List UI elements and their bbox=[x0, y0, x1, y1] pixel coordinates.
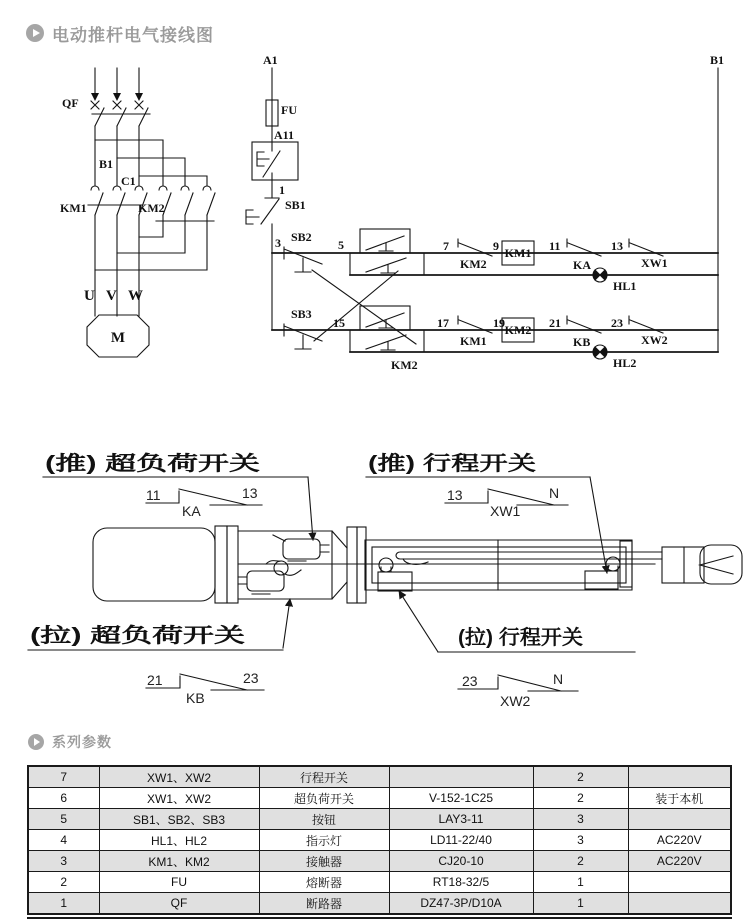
gear-housing bbox=[238, 531, 347, 599]
kb-switch-symbol bbox=[146, 670, 264, 706]
table-cell: 1 bbox=[533, 893, 628, 915]
flange-plate bbox=[227, 526, 238, 603]
xw1-right-terminal: N bbox=[549, 485, 560, 501]
ka-left-terminal: 11 bbox=[146, 487, 161, 503]
xw2-switch-symbol bbox=[458, 671, 578, 709]
table-cell: 2 bbox=[533, 851, 628, 872]
kb-name: KB bbox=[186, 690, 205, 706]
sb1-contact bbox=[246, 198, 279, 224]
table-cell bbox=[628, 809, 731, 830]
ka-right-terminal: 13 bbox=[242, 485, 258, 501]
actuator-drawing bbox=[28, 451, 742, 709]
km2-hold-label: KM2 bbox=[391, 358, 418, 372]
page-title: 电动推杆电气接线图 bbox=[52, 25, 214, 45]
pull-overload-label: (拉) 超负荷开关 bbox=[30, 625, 169, 647]
table-cell: 3 bbox=[28, 851, 99, 872]
overload-box-contact bbox=[257, 142, 280, 180]
pull-limit-block bbox=[378, 572, 412, 591]
table-cell: XW1、XW2 bbox=[99, 788, 259, 809]
sb1-label: SB1 bbox=[285, 198, 306, 212]
node15-label: 15 bbox=[333, 316, 345, 330]
table-cell: QF bbox=[99, 893, 259, 915]
kb-label: KB bbox=[573, 335, 591, 349]
contactor-hooks bbox=[91, 186, 211, 190]
node21-label: 21 bbox=[549, 316, 561, 330]
sb2-label: SB2 bbox=[291, 230, 312, 244]
km1-hold-contact bbox=[366, 236, 404, 251]
km2-hold-contact bbox=[366, 313, 404, 328]
table-cell bbox=[628, 766, 731, 788]
rod-end-cylinder bbox=[662, 547, 704, 583]
table-row bbox=[28, 893, 731, 915]
table-cell: RT18-32/5 bbox=[389, 872, 533, 893]
node19-label: 19 bbox=[493, 316, 505, 330]
b1-node-label: B1 bbox=[99, 157, 114, 171]
qf-blades bbox=[92, 108, 150, 126]
motor-housing bbox=[93, 528, 215, 601]
table-cell: 断路器 bbox=[259, 893, 389, 915]
node23-label: 23 bbox=[611, 316, 623, 330]
wiring-diagram bbox=[0, 45, 750, 725]
node11-label: 11 bbox=[549, 239, 561, 253]
upper-microswitch bbox=[283, 539, 320, 559]
control-circuit bbox=[246, 53, 724, 372]
xw1-switch-symbol bbox=[445, 485, 568, 519]
a11-label: A11 bbox=[274, 128, 295, 142]
table-cell: DZ47-3P/D10A bbox=[389, 893, 533, 915]
push-limit-block bbox=[585, 571, 618, 589]
power-circuit bbox=[60, 68, 215, 357]
table-cell: LAY3-11 bbox=[389, 809, 533, 830]
parts-table bbox=[27, 765, 732, 915]
supply-arrow-icon bbox=[91, 93, 99, 101]
kb-right-terminal: 23 bbox=[243, 670, 259, 686]
b1-rail-label: B1 bbox=[710, 53, 725, 67]
table-cell: XW1、XW2 bbox=[99, 766, 259, 788]
table-cell: HL1、HL2 bbox=[99, 830, 259, 851]
supply-arrow-icon bbox=[135, 93, 143, 101]
hl2-lamp-icon bbox=[593, 345, 607, 359]
node5-label: 5 bbox=[338, 238, 344, 252]
table-cell: KM1、KM2 bbox=[99, 851, 259, 872]
section-title: 系列参数 bbox=[52, 734, 112, 750]
ka-label: KA bbox=[573, 258, 591, 272]
table-cell: AC220V bbox=[628, 851, 731, 872]
table-row bbox=[28, 830, 731, 851]
pull-travel-leader bbox=[399, 591, 438, 652]
push-travel-label: (推) 行程开关 bbox=[368, 453, 487, 475]
xw2-left-terminal: 23 bbox=[462, 673, 478, 689]
table-cell: 3 bbox=[533, 809, 628, 830]
hl1-lamp-icon bbox=[593, 268, 607, 282]
ka-name: KA bbox=[182, 503, 201, 519]
qf-label: QF bbox=[62, 96, 79, 110]
km1-coil-label: KM1 bbox=[504, 246, 532, 260]
overload-box bbox=[252, 142, 298, 180]
table-cell bbox=[628, 872, 731, 893]
xw1-name: XW1 bbox=[490, 503, 521, 519]
fu-label: FU bbox=[281, 103, 297, 117]
table-cell: LD11-22/40 bbox=[389, 830, 533, 851]
flange-plate bbox=[215, 526, 227, 603]
table-cell: 超负荷开关 bbox=[259, 788, 389, 809]
supply-lines bbox=[95, 68, 139, 94]
km2-nc-label: KM2 bbox=[460, 257, 487, 271]
table-row bbox=[28, 766, 731, 788]
node7-label: 7 bbox=[443, 239, 449, 253]
table-cell: 2 bbox=[28, 872, 99, 893]
xw2-right-terminal: N bbox=[553, 671, 564, 687]
table-cell: FU bbox=[99, 872, 259, 893]
km2-coil-label: KM2 bbox=[504, 323, 532, 337]
table-cell: 7 bbox=[28, 766, 99, 788]
qf-pole-crosses bbox=[91, 101, 143, 109]
row1-lower-contact bbox=[366, 258, 406, 273]
interlock-diagonals bbox=[312, 270, 416, 344]
km2-label: KM2 bbox=[138, 201, 165, 215]
page-header bbox=[0, 0, 750, 45]
play-icon bbox=[26, 24, 44, 42]
xw2-name: XW2 bbox=[500, 693, 531, 709]
screw-rod bbox=[396, 552, 662, 564]
sb2-contact bbox=[284, 247, 322, 272]
push-overload-label: (推) 超负荷开关 bbox=[45, 453, 184, 475]
clevis-end bbox=[700, 545, 742, 584]
table-row bbox=[28, 809, 731, 830]
table-cell: AC220V bbox=[628, 830, 731, 851]
table-cell bbox=[389, 766, 533, 788]
km2-cross-wires bbox=[95, 215, 207, 270]
node1-label: 1 bbox=[279, 183, 285, 197]
pull-overload-leader bbox=[283, 599, 290, 648]
table-cell: 4 bbox=[28, 830, 99, 851]
table-cell: 6 bbox=[28, 788, 99, 809]
km1-nc-label: KM1 bbox=[460, 334, 487, 348]
c1-node-label: C1 bbox=[121, 174, 136, 188]
hl1-label: HL1 bbox=[613, 279, 637, 293]
table-cell: 2 bbox=[533, 766, 628, 788]
node17-label: 17 bbox=[437, 316, 449, 330]
table-cell: 1 bbox=[28, 893, 99, 915]
kb-left-terminal: 21 bbox=[147, 672, 163, 688]
table-cell: V-152-1C25 bbox=[389, 788, 533, 809]
table-cell: 按钮 bbox=[259, 809, 389, 830]
phase-v-label: V bbox=[106, 288, 117, 304]
km1-label: KM1 bbox=[60, 201, 87, 215]
section-header bbox=[0, 731, 750, 753]
table-cell: 指示灯 bbox=[259, 830, 389, 851]
table-row bbox=[28, 872, 731, 893]
sb3-label: SB3 bbox=[291, 307, 312, 321]
motor-label: M bbox=[110, 330, 126, 346]
table-cell: 2 bbox=[533, 788, 628, 809]
hl2-label: HL2 bbox=[613, 356, 637, 370]
table-cell: 接触器 bbox=[259, 851, 389, 872]
tube-flange bbox=[347, 527, 357, 603]
sb3-contact bbox=[284, 324, 322, 349]
supply-arrow-icon bbox=[113, 93, 121, 101]
table-cell: 装于本机 bbox=[628, 788, 731, 809]
phase-w-label: W bbox=[128, 288, 143, 304]
row2-lower-contact bbox=[366, 335, 406, 350]
xw1-label: XW1 bbox=[641, 256, 668, 270]
node9-label: 9 bbox=[493, 239, 499, 253]
table-cell: 3 bbox=[533, 830, 628, 851]
node13-label: 13 bbox=[611, 239, 623, 253]
table-cell: SB1、SB2、SB3 bbox=[99, 809, 259, 830]
hold-brackets bbox=[350, 253, 424, 352]
table-cell: 行程开关 bbox=[259, 766, 389, 788]
play-icon bbox=[28, 734, 44, 750]
table-row bbox=[28, 851, 731, 872]
clevis-slot bbox=[700, 556, 733, 574]
actuator-body bbox=[93, 526, 742, 603]
phase-u-label: U bbox=[84, 288, 95, 304]
table-cell: CJ20-10 bbox=[389, 851, 533, 872]
table-cell: 熔断器 bbox=[259, 872, 389, 893]
table-row bbox=[28, 788, 731, 809]
cam-roller bbox=[274, 561, 288, 575]
table-cell: 1 bbox=[533, 872, 628, 893]
ka-switch-symbol bbox=[146, 485, 262, 519]
table-cell bbox=[628, 893, 731, 915]
xw1-left-terminal: 13 bbox=[447, 487, 463, 503]
a1-label: A1 bbox=[263, 53, 278, 67]
xw2-label: XW2 bbox=[641, 333, 668, 347]
node3-label: 3 bbox=[275, 236, 281, 250]
table-cell: 5 bbox=[28, 809, 99, 830]
pull-travel-label: (拉) 行程开关 bbox=[458, 627, 577, 649]
